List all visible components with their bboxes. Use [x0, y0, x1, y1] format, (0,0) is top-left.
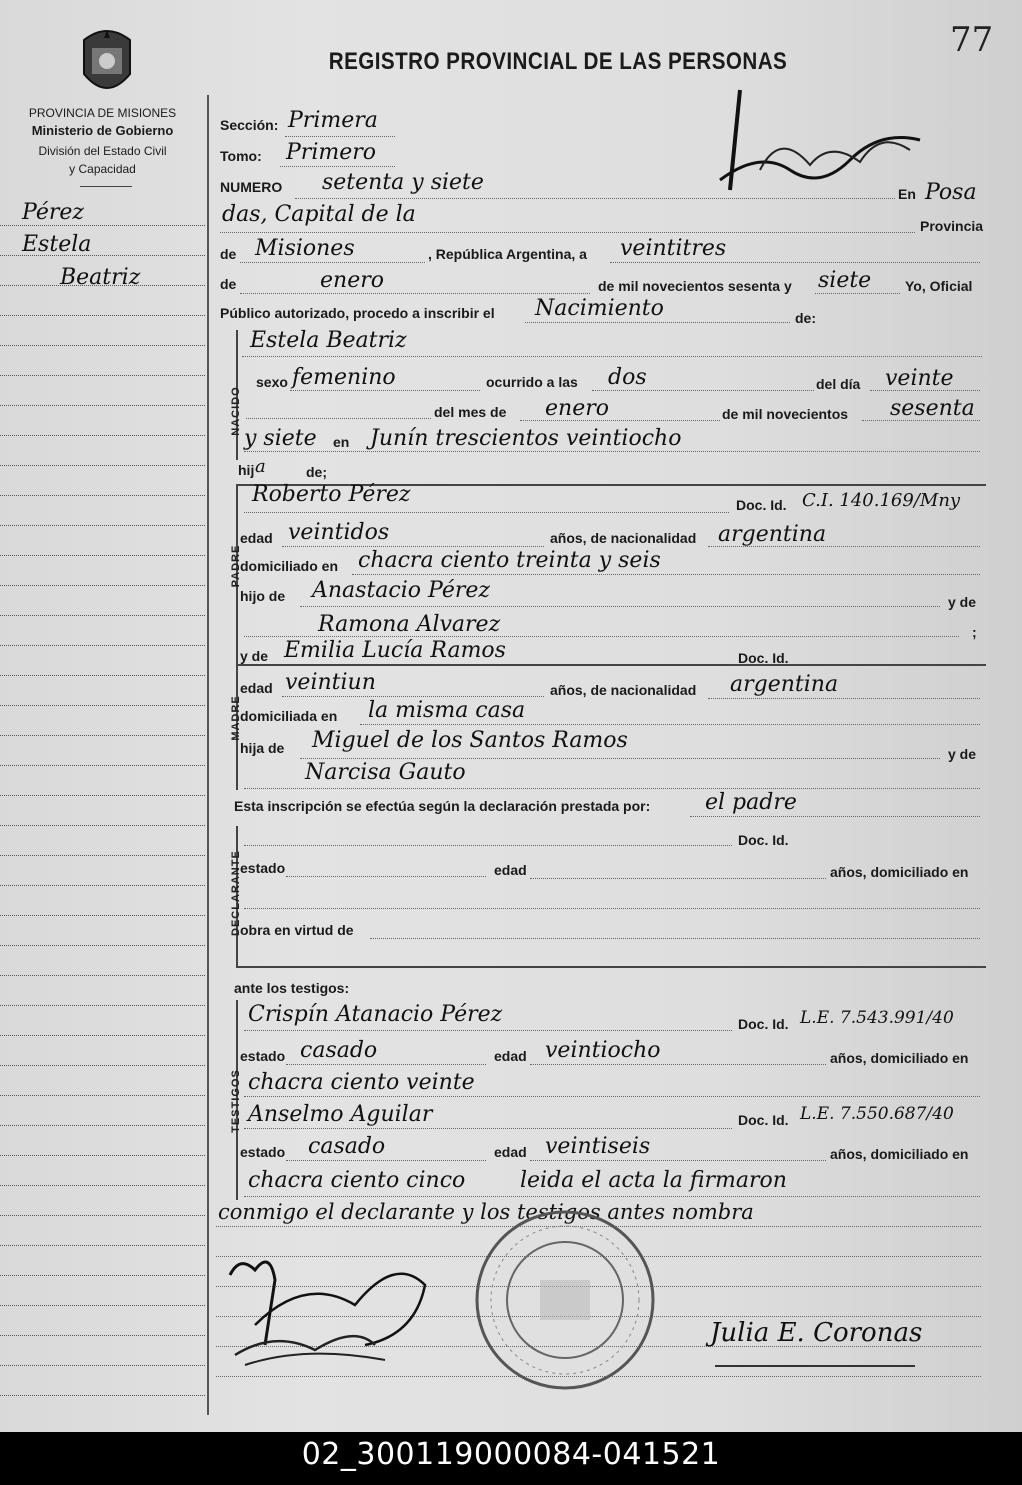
header-capacidad: y Capacidad [69, 162, 136, 176]
label-testigo1-doc: Doc. Id. [738, 1016, 789, 1032]
signature-underline [715, 1365, 915, 1367]
value-testigo1-domicilio: chacra ciento veinte [248, 1070, 475, 1095]
label-testigo2-doc: Doc. Id. [738, 1112, 789, 1128]
margin-second-name: Beatriz [60, 265, 141, 290]
label-obra: obra en virtud de [240, 922, 354, 938]
section-madre: MADRE [230, 695, 242, 741]
label-semicolon: ; [972, 624, 977, 640]
value-madre-domicilio: la misma casa [368, 698, 526, 723]
value-anio-nac-1: sesenta [890, 396, 975, 421]
label-del-mes: del mes de [434, 404, 507, 420]
page-title: REGISTRO PROVINCIAL DE LAS PERSONAS [328, 48, 788, 75]
value-hora: dos [608, 365, 647, 390]
value-acto: Nacimiento [535, 296, 664, 321]
value-testigo2-edad: veintiseis [545, 1134, 651, 1159]
value-padre-madre: Ramona Alvarez [318, 612, 501, 637]
value-anio-nac-2: y siete [244, 426, 317, 451]
value-testigo1-nombre: Crispín Atanacio Pérez [248, 1002, 503, 1027]
value-mes: enero [320, 268, 384, 293]
value-padre-nacionalidad: argentina [718, 522, 827, 547]
value-nombre: Estela Beatriz [250, 328, 407, 353]
value-lugar-nac: Junín trescientos veintiocho [370, 426, 682, 451]
value-padre-domicilio: chacra ciento treinta y seis [358, 548, 661, 573]
divider-padre [236, 664, 986, 666]
header-division: División del Estado Civil [38, 144, 167, 158]
label-publico: Público autorizado, procedo a inscribir el [220, 305, 495, 321]
label-padre-hijo-de: hijo de [240, 588, 286, 604]
label-padre-doc: Doc. Id. [736, 497, 787, 513]
label-madre-hija-de: hija de [240, 740, 285, 756]
value-lugar: das, Capital de la [222, 202, 416, 227]
section-declarante: DECLARANTE [230, 850, 242, 936]
label-del-dia: del día [816, 376, 861, 392]
label-numero: NUMERO [220, 179, 283, 195]
witness-signatures [215, 1235, 450, 1385]
label-de-mil-novecientos: de mil novecientos [722, 406, 849, 422]
label-testigo2-estado: estado [240, 1144, 286, 1160]
label-testigo1-estado: estado [240, 1048, 286, 1064]
label-testigo1-anos: años, domiciliado en [830, 1050, 969, 1066]
page-number: 77 [950, 20, 994, 60]
value-seccion: Primera [288, 108, 378, 133]
value-numero: setenta y siete [322, 170, 484, 195]
label-declarante-estado: estado [240, 860, 286, 876]
label-inscripcion: Esta inscripción se efectúa según la declaración prestada por: [234, 798, 651, 814]
label-testigos: ante los testigos: [234, 980, 350, 996]
label-declarante-anos: años, domiciliado en [830, 864, 969, 880]
value-testigo2-nombre: Anselmo Aguilar [248, 1102, 433, 1127]
value-dia: veintitres [620, 236, 727, 261]
label-madre-edad: edad [240, 680, 273, 696]
label-en2: en [333, 434, 350, 450]
value-madre-nacionalidad: argentina [730, 672, 839, 697]
label-madre-y-de: y de [948, 746, 977, 762]
registrar-stamp-signature [700, 70, 930, 200]
value-testigo1-estado: casado [300, 1038, 378, 1063]
label-madre-nacionalidad: años, de nacionalidad [550, 682, 697, 698]
label-madre-y-de: y de [240, 648, 269, 664]
province-seal-icon [78, 22, 136, 102]
label-padre-edad: edad [240, 530, 273, 546]
label-de2: de [220, 276, 237, 292]
label-ocurrido: ocurrido a las [486, 374, 578, 390]
value-declarante: el padre [705, 790, 797, 815]
value-testigo2-estado: casado [308, 1134, 386, 1159]
value-testigo1-edad: veintiocho [545, 1038, 661, 1063]
document-id: 02_300119000084-041521 [301, 1437, 721, 1472]
label-de-colon: de: [795, 310, 816, 326]
value-padre-doc: C.I. 140.169/Mny [802, 490, 961, 511]
value-padre-edad: veintidos [288, 520, 390, 545]
value-hija-a: a [255, 456, 266, 477]
value-padre-nombre: Roberto Pérez [252, 482, 411, 507]
label-yo-oficial: Yo, Oficial [905, 278, 973, 294]
label-padre-domicilio: domiciliado en [240, 558, 339, 574]
value-madre-padre: Miguel de los Santos Ramos [312, 728, 628, 753]
official-round-stamp [470, 1200, 660, 1400]
label-madre-domicilio: domiciliada en [240, 708, 338, 724]
label-hija: hij [238, 462, 255, 478]
value-en: Posa [925, 180, 977, 205]
value-cierre-2: conmigo el declarante y los testigos antes nombra [218, 1200, 754, 1224]
label-declarante-edad: edad [494, 862, 527, 878]
official-signature: Julia E. Coronas [710, 1318, 923, 1348]
value-testigo2-doc: L.E. 7.550.687/40 [800, 1104, 954, 1124]
value-tomo: Primero [286, 140, 376, 165]
value-sexo: femenino [292, 365, 396, 390]
value-padre-padre: Anastacio Pérez [312, 578, 490, 603]
label-padre-nacionalidad: años, de nacionalidad [550, 530, 697, 546]
label-testigo2-anos: años, domiciliado en [830, 1146, 969, 1162]
label-de: de [220, 246, 237, 262]
value-dia-nac: veinte [885, 366, 954, 391]
value-anio: siete [818, 268, 872, 293]
value-madre-madre: Narcisa Gauto [305, 760, 466, 785]
header-ministry: Ministerio de Gobierno [31, 123, 174, 138]
margin-divider [207, 95, 209, 1415]
margin-surname: Pérez [22, 200, 84, 225]
header-divider [80, 186, 132, 187]
value-madre-nombre: Emilia Lucía Ramos [284, 638, 506, 663]
value-madre-edad: veintiun [285, 670, 376, 695]
header-province: PROVINCIA DE MISIONES [28, 106, 177, 120]
value-provincia: Misiones [255, 236, 355, 261]
value-mes-nac: enero [545, 396, 609, 421]
label-padre-y-de: y de [948, 594, 977, 610]
divider-declarante [236, 966, 986, 968]
label-madre-doc: Doc. Id. [738, 650, 789, 666]
label-hija-de: de; [306, 464, 327, 480]
section-testigos: TESTIGOS [230, 1069, 242, 1133]
label-mil-novecientos: de mil novecientos sesenta y [598, 278, 792, 294]
label-sexo: sexo [256, 374, 288, 390]
section-padre: PADRE [230, 544, 242, 588]
margin-first-name: Estela [22, 232, 92, 257]
label-declarante-doc: Doc. Id. [738, 832, 789, 848]
section-nacido: NACIDO [230, 386, 242, 436]
label-republica: , República Argentina, a [428, 246, 587, 262]
label-en: En [898, 186, 916, 202]
value-testigo1-doc: L.E. 7.543.991/40 [800, 1008, 954, 1028]
label-provincia: Provincia [920, 218, 984, 234]
label-testigo2-edad: edad [494, 1144, 527, 1160]
label-seccion: Sección: [220, 117, 279, 133]
value-testigo2-domicilio: chacra ciento cinco [248, 1168, 466, 1193]
label-tomo: Tomo: [220, 148, 262, 164]
label-testigo1-edad: edad [494, 1048, 527, 1064]
value-cierre-1: leida el acta la firmaron [520, 1168, 787, 1193]
